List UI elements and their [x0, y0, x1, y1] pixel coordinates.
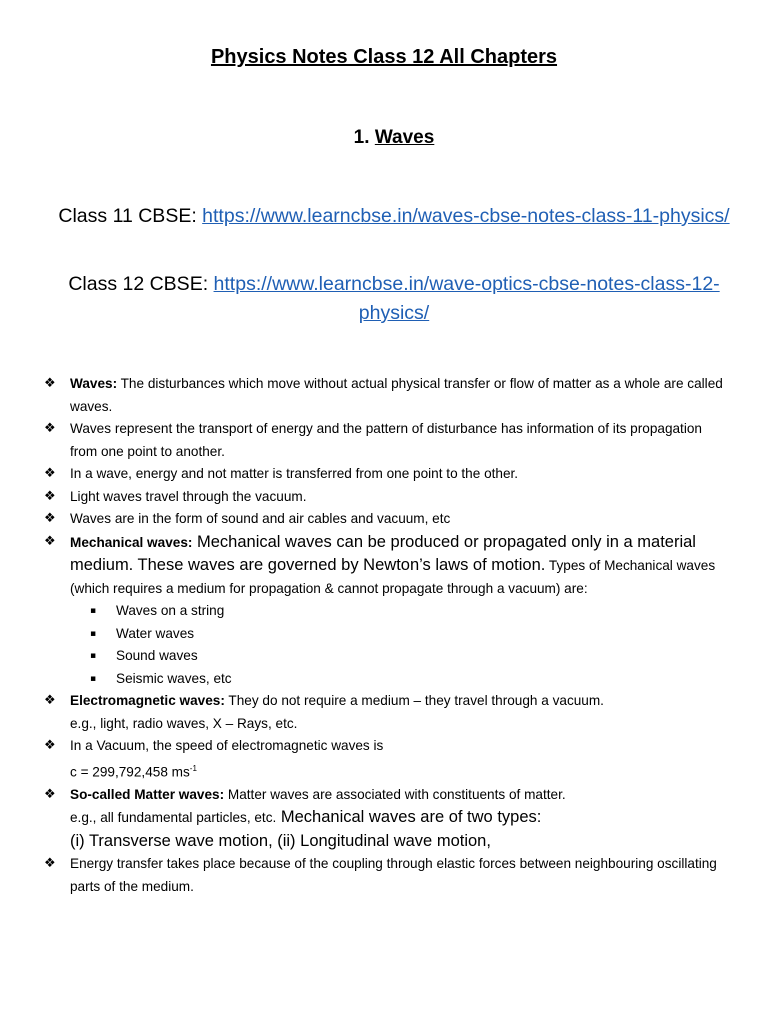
speed-exponent: -1 [189, 763, 197, 773]
diamond-bullet-icon: ❖ [44, 466, 56, 481]
mechanical-types-list [70, 600, 724, 690]
diamond-bullet-icon: ❖ [44, 693, 56, 708]
class-11-link[interactable]: https://www.learncbse.in/waves-cbse-notes-class-11-physics/ [202, 205, 730, 227]
speed-value: c = 299,792,458 ms [70, 764, 190, 780]
sub-item-text: Seismic waves, etc [116, 670, 232, 686]
list-item [44, 463, 724, 486]
diamond-bullet-icon: ❖ [44, 533, 56, 549]
chapter-name: Waves [374, 127, 435, 148]
item-text: Waves are in the form of sound and air cables and vacuum, etc [70, 511, 451, 526]
list-item [44, 508, 724, 531]
item-lead: Electromagnetic waves: [70, 693, 225, 708]
item-text: Light waves travel through the vacuum. [70, 488, 307, 504]
item-text: In a wave, energy and not matter is transferred from one point to the other. [70, 466, 519, 481]
item-text: The disturbances which move without actual physical transfer or flow of matter as a whole are called waves. [70, 376, 723, 414]
item-text-large: Mechanical waves can be produced or propagated only in a material medium. These waves are governed by Newton’s laws of motion. [70, 532, 696, 574]
class-11-reference [40, 202, 748, 231]
sub-list-item [90, 668, 724, 691]
square-bullet-icon: ▪ [90, 628, 97, 639]
list-item [44, 373, 724, 418]
diamond-bullet-icon: ❖ [44, 376, 56, 391]
sub-item-text: Waves on a string [116, 603, 225, 618]
list-item [44, 735, 724, 784]
item-text: They do not require a medium – they travel through a vacuum. [224, 693, 604, 708]
square-bullet-icon: ▪ [90, 651, 97, 661]
diamond-bullet-icon: ❖ [44, 511, 56, 526]
list-item [44, 853, 724, 898]
item-text-large: (i) Transverse wave motion, (ii) Longitudinal wave motion, [70, 831, 491, 850]
item-text: In a Vacuum, the speed of electromagnetic waves is [70, 738, 384, 753]
sub-list-item [90, 645, 724, 668]
class-12-reference [40, 270, 748, 328]
class-12-label: Class 12 CBSE: [68, 273, 214, 295]
item-lead: Mechanical waves: [70, 534, 193, 550]
list-item [44, 418, 724, 463]
diamond-bullet-icon: ❖ [44, 738, 56, 753]
sub-list-item [90, 600, 724, 623]
sub-item-text: Water waves [116, 625, 195, 641]
item-text: Matter waves are associated with constituents of matter. [224, 786, 566, 802]
item-lead: Waves: [70, 376, 118, 391]
item-text: Types of Mechanical waves (which requires a medium for propagation & cannot propagate through a vacuum) are: [70, 558, 716, 596]
item-example: e.g., all fundamental particles, etc. [70, 810, 277, 826]
item-text: Energy transfer takes place because of the coupling through elastic forces between neighbouring oscillating parts of the medium. [70, 856, 717, 894]
square-bullet-icon: ▪ [90, 606, 97, 616]
chapter-heading [0, 127, 768, 149]
diamond-bullet-icon: ❖ [44, 786, 56, 802]
diamond-bullet-icon: ❖ [44, 856, 56, 872]
list-item [44, 531, 724, 691]
item-example: e.g., light, radio waves, X – Rays, etc. [70, 715, 298, 731]
item-text: Waves represent the transport of energy and the pattern of disturbance has information of its propagation from one point to another. [70, 421, 702, 459]
chapter-number: 1. [353, 127, 370, 148]
page-title: Physics Notes Class 12 All Chapters [210, 46, 558, 68]
diamond-bullet-icon: ❖ [44, 421, 56, 436]
list-item [44, 690, 724, 735]
class-11-label: Class 11 CBSE: [58, 205, 203, 227]
item-lead: So-called Matter waves: [70, 786, 225, 802]
list-item [44, 486, 724, 509]
square-bullet-icon: ▪ [90, 673, 97, 684]
item-text-large: Mechanical waves are of two types: [276, 808, 542, 827]
sub-item-text: Sound waves [116, 648, 198, 663]
list-item [44, 784, 724, 854]
notes-list [44, 373, 724, 898]
sub-list-item [90, 623, 724, 646]
class-12-link[interactable]: https://www.learncbse.in/wave-optics-cbse-notes-class-12-physics/ [213, 273, 720, 324]
diamond-bullet-icon: ❖ [44, 488, 56, 504]
